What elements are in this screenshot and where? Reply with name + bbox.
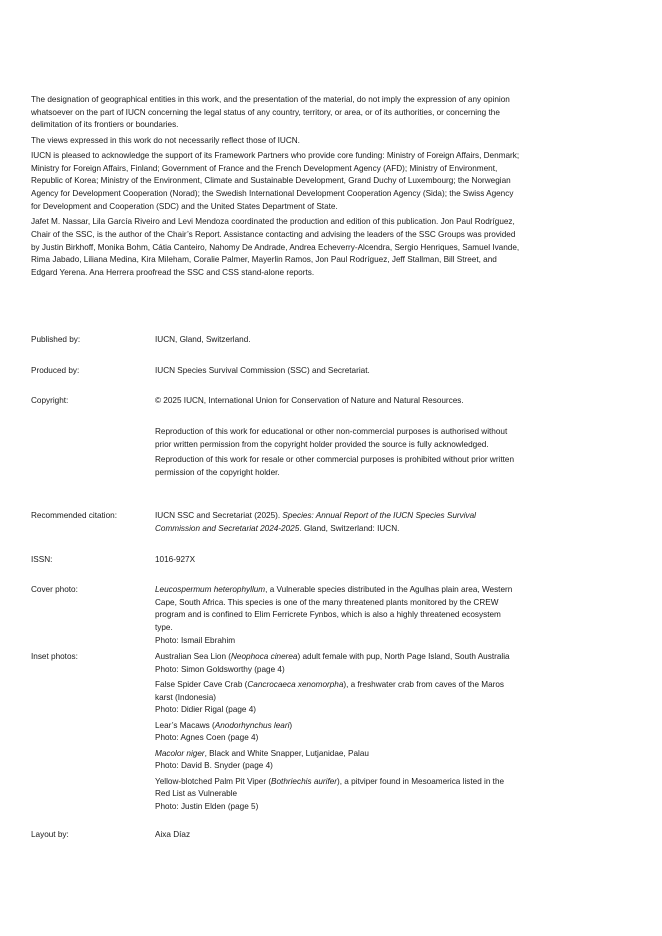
inset-species-name: Cancrocaeca xenomorpha <box>247 680 344 689</box>
layout-label: Layout by: <box>31 830 69 839</box>
production-credits: Jafet M. Nassar, Lila García Riveiro and Levi Mendoza coordinated the production and edition of this publication. Jon Paul Rodríguez, Chair of the SSC, is the author of the Chair’s Report. Assistance contacting and advising the leaders of the SSC Groups was provided by Justin Birkhoff, Monika Bohm, Cátia Canteiro, Nahomy De Andrade, Andrea Echeverry-Alcendra, Sergio Henriques, Samuel Ivande, Rima Jabado, Liliana Medina, Kira Mileham, Coralie Palmer, Mayerlin Ramos, Jon Paul Rodríguez, Jeff Stallman, Bill Street, and Edgard Yerena. Ana Herrera proofread the SSC and CSS stand-alone reports. <box>31 217 520 277</box>
disclaimer-section <box>31 94 521 282</box>
cover-photo-value <box>155 584 517 648</box>
citation-label: Recommended citation: <box>31 511 118 520</box>
inset-photos-list <box>155 651 517 816</box>
produced-label: Produced by: <box>31 366 80 375</box>
reproduction-value <box>155 426 517 482</box>
inset-caption-text: Yellow-blotched Palm Pit Viper ( <box>155 776 272 786</box>
reproduction-noncommercial: Reproduction of this work for educational or other non-commercial purposes is authorised without prior written permission from the copyright holder provided the source is fully acknowledged. <box>155 427 508 449</box>
inset-photos-label: Inset photos: <box>31 652 78 661</box>
inset-species-name: Neophoca cinerea <box>231 652 298 661</box>
citation-value <box>155 510 517 535</box>
inset-caption-text: , Black and White Snapper, Lutjanidae, Palau <box>204 748 369 758</box>
designation-disclaimer: The designation of geographical entities in this work, and the presentation of the material, do not imply the expression of any opinion whatsoever on the part of IUCN concerning the legal status of any country, territory, or area, or of its authorities, or concerning the delimitation of its frontiers or boundaries. <box>31 95 510 130</box>
cover-photo-credit: Photo: Ismail Ebrahim <box>155 635 236 645</box>
issn-value: 1016-927X <box>155 555 196 564</box>
inset-species-name: Anodorhynchus leari <box>214 720 290 730</box>
produced-value: IUCN Species Survival Commission (SSC) and Secretariat. <box>155 366 370 375</box>
inset-photo-credit: Photo: Simon Goldsworthy (page 4) <box>155 664 285 674</box>
inset-photo-item <box>155 748 517 773</box>
layout-value: Aixa Díaz <box>155 830 191 839</box>
inset-species-name: Macolor niger <box>155 748 205 758</box>
inset-caption-text: Australian Sea Lion ( <box>155 652 232 661</box>
inset-photo-credit: Photo: Agnes Coen (page 4) <box>155 733 259 743</box>
citation-suffix: . Gland, Switzerland: IUCN. <box>299 523 400 533</box>
inset-caption-text: ) <box>289 720 293 730</box>
inset-caption-text: Lear’s Macaws ( <box>155 720 215 730</box>
citation-title: Species: Annual Report of the IUCN Species Survival Commission and Secretariat 2024-2025 <box>155 511 476 533</box>
inset-photo-credit: Photo: Justin Elden (page 5) <box>155 802 259 812</box>
cover-photo-label: Cover photo: <box>31 585 78 594</box>
inset-caption-text: ), a pitviper found in Mesoamerica listed in the Red List as Vulnerable <box>155 776 505 799</box>
inset-photo-credit: Photo: Didier Rigal (page 4) <box>155 705 257 715</box>
inset-caption-text: False Spider Cave Crab ( <box>155 680 248 689</box>
inset-caption-text: ) adult female with pup, North Page Island, South Australia <box>297 652 510 661</box>
citation-prefix: IUCN SSC and Secretariat (2025). <box>155 511 283 520</box>
cover-species-name: Leucospermum heterophyllum <box>155 585 266 594</box>
inset-photo-item <box>155 776 517 814</box>
copyright-notice: © 2025 IUCN, International Union for Conservation of Nature and Natural Resources. <box>155 396 464 405</box>
copyright-label: Copyright: <box>31 396 69 405</box>
cover-photo-description: , a Vulnerable species distributed in the Agulhas plain area, Western Cape, South Africa. This species is one of the many threatened plants monitored by the CREW program and is confined to Elim Ferricrete Fynbos, which is also a highly threatened ecosystem type. <box>155 585 513 633</box>
copyright-value <box>155 395 517 410</box>
cover-photo-caption <box>155 584 517 635</box>
inset-photo-item <box>155 679 517 717</box>
funding-acknowledgement: IUCN is pleased to acknowledge the support of its Framework Partners who provide core funding: Ministry of Foreign Affairs, Denmark; Ministry for Foreign Affairs, Finland; Government of France and the French Development Agency (AFD); Ministry of Environment, Republic of Korea; Ministry of the Environment, Climate and Sustainable Development, Grand Duchy of Luxembourg; the Norwegian Agency for Development Cooperation (Norad); the Swedish International Development Cooperation Agency (Sida); the Swiss Agency for Development and Cooperation (SDC) and the United States Department of State. <box>31 151 520 211</box>
reproduction-commercial: Reproduction of this work for resale or other commercial purposes is prohibited without prior written permission of the copyright holder. <box>155 455 515 477</box>
inset-photo-item <box>155 651 517 676</box>
published-value: IUCN, Gland, Switzerland. <box>155 335 251 344</box>
inset-species-name: Bothriechis aurifer <box>271 776 338 786</box>
inset-caption-text: ), a freshwater crab from caves of the Maros karst (Indonesia) <box>155 680 505 702</box>
inset-photo-item <box>155 720 517 745</box>
views-disclaimer: The views expressed in this work do not necessarily reflect those of IUCN. <box>31 135 300 145</box>
published-label: Published by: <box>31 335 81 344</box>
inset-photo-credit: Photo: David B. Snyder (page 4) <box>155 761 273 771</box>
issn-label: ISSN: <box>31 555 53 564</box>
